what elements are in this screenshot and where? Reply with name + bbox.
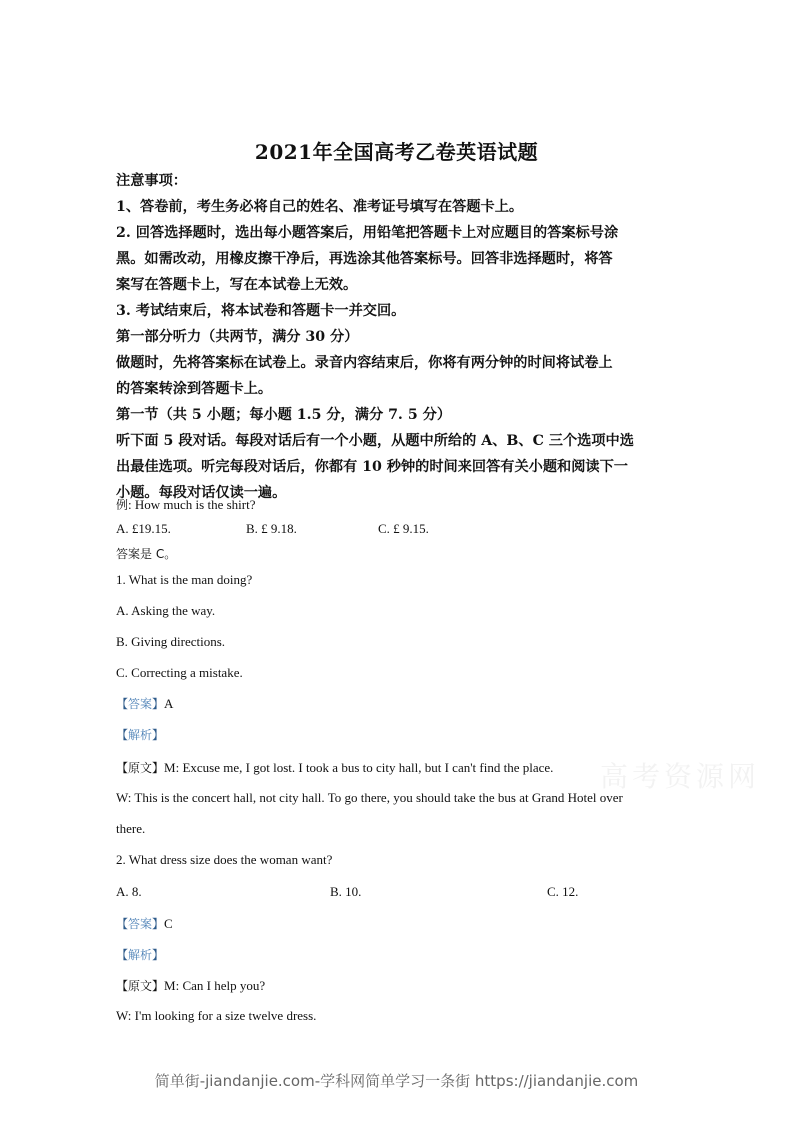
example-option-b: B. £ 9.18. <box>246 521 297 536</box>
question-1-answer: 【答案】A <box>116 696 174 711</box>
question-1-option-a: A. Asking the way. <box>116 603 216 618</box>
question-2-transcript-2: W: I'm looking for a size twelve dress. <box>116 1008 317 1023</box>
section1-instruction-1: 听下面 5 段对话。每段对话后有一个小题，从题中所给的 A、B、C 三个选项中选 <box>116 433 634 449</box>
question-2-transcript-1: 【原文】M: Can I help you? <box>116 978 266 993</box>
example-option-c: C. £ 9.15. <box>378 521 429 536</box>
question-2-option-b: B. 10. <box>330 884 362 899</box>
notice-line-2: 2. 回答选择题时，选出每小题答案后，用铅笔把答题卡上对应题目的答案标号涂 <box>116 225 619 241</box>
question-1-transcript-3: there. <box>116 821 146 836</box>
question-2-option-a: A. 8. <box>116 884 142 899</box>
question-1-transcript-2: W: This is the concert hall, not city hall. To go there, you should take the bus at Grand Hotel over <box>116 790 623 805</box>
notice-line-1: 1、答卷前，考生务必将自己的姓名、准考证号填写在答题卡上。 <box>116 199 524 215</box>
section1-instruction-3: 小题。每段对话仅读一遍。 <box>116 485 287 501</box>
section1-instruction-2: 出最佳选项。听完每段对话后，你都有 10 秒钟的时间来回答有关小题和阅读下一 <box>116 459 628 475</box>
transcript-label: 【原文】 <box>116 979 165 993</box>
notice-line-3: 黑。如需改动，用橡皮擦干净后，再选涂其他答案标号。回答非选择题时，将答 <box>116 251 613 267</box>
part1-instruction-1: 做题时，先将答案标在试卷上。录音内容结束后，你将有两分钟的时间将试卷上 <box>116 355 613 371</box>
part1-instruction-2: 的答案转涂到答题卡上。 <box>116 381 273 397</box>
question-2: 2. What dress size does the woman want? <box>116 852 333 867</box>
analysis-label: 【解析】 <box>116 948 165 962</box>
transcript-label: 【原文】 <box>116 761 165 775</box>
question-2-option-c: C. 12. <box>547 884 579 899</box>
notice-line-4: 案写在答题卡上，写在本试卷上无效。 <box>116 277 358 293</box>
question-1-transcript-1: 【原文】M: Excuse me, I got lost. I took a bus to city hall, but I can't find the place. <box>116 760 554 775</box>
question-1-analysis <box>116 726 164 743</box>
answer-label: 【答案】 <box>116 917 165 931</box>
question-1-option-c: C. Correcting a mistake. <box>116 665 243 680</box>
example-option-a: A. £19.15. <box>116 521 171 536</box>
question-2-answer: 【答案】C <box>116 916 173 931</box>
watermark: 高考资源网 <box>600 760 761 793</box>
answer-label: 【答案】 <box>116 697 165 711</box>
part1-heading: 第一部分听力（共两节，满分 30 分） <box>116 329 359 345</box>
footer-text: 简单街-jiandanjie.com-学科网简单学习一条街 https://jiandanjie.com <box>154 1072 639 1090</box>
question-2-analysis <box>116 946 164 963</box>
analysis-label: 【解析】 <box>116 728 165 742</box>
section1-heading: 第一节（共 5 小题；每小题 1.5 分，满分 7. 5 分） <box>116 407 452 423</box>
question-1-option-b: B. Giving directions. <box>116 634 226 649</box>
notice-heading: 注意事项： <box>116 173 187 189</box>
notice-line-5: 3. 考试结束后，将本试卷和答题卡一并交回。 <box>116 303 406 319</box>
question-1: 1. What is the man doing? <box>116 572 253 587</box>
example-prefix: 例 <box>116 498 129 512</box>
example-question: 例: How much is the shirt? <box>116 497 256 512</box>
page-title: 2021年全国高考乙卷英语试题 <box>254 140 539 164</box>
example-answer: 答案是 C。 <box>116 547 177 561</box>
